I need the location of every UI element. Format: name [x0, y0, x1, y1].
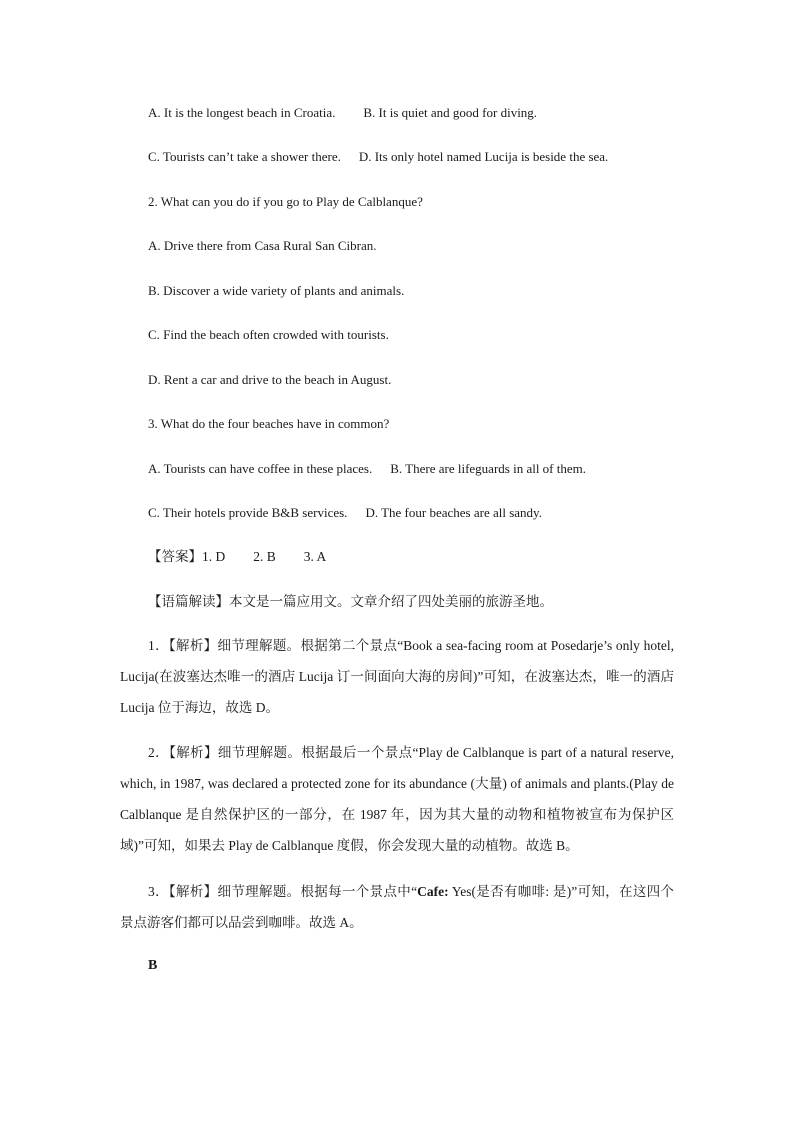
explanation-3-num: 3．	[148, 884, 169, 899]
section-heading: B	[148, 958, 158, 973]
q2-option-b: B. Discover a wide variety of plants and animals.	[148, 283, 405, 298]
explanation-3-text-post: Yes(是否有咖啡: 是)”可知，在这四个景点游客们都可以品尝到咖啡。故选 A。	[120, 884, 675, 930]
q1-option-a: A. It is the longest beach in Croatia.	[148, 105, 336, 120]
explanation-2	[120, 737, 674, 861]
q3-option-d: D. The four beaches are all sandy.	[365, 505, 542, 520]
q3-option-b: B. There are lifeguards in all of them.	[390, 461, 587, 476]
explanation-3-text-pre: 细节理解题。根据每一个景点中“	[217, 884, 418, 899]
explanation-1	[120, 630, 674, 723]
reading-text: 本文是一篇应用文。文章介绍了四处美丽的旅游圣地。	[229, 594, 553, 609]
q2-option-d: D. Rent a car and drive to the beach in August.	[148, 372, 392, 387]
answer-label: 【答案】	[148, 549, 202, 564]
reading-line	[148, 593, 553, 611]
explanation-2-num: 2．	[148, 745, 170, 760]
q3-options-ab	[148, 460, 586, 478]
explanation-2-label: 【解析】	[169, 745, 218, 760]
explanation-3-label: 【解析】	[168, 884, 218, 899]
answer-3: 3. A	[303, 549, 327, 564]
q1-option-d: D. Its only hotel named Lucija is beside the sea.	[358, 149, 609, 164]
explanation-3-bold: Cafe:	[417, 884, 449, 899]
q1-options-cd	[148, 148, 608, 166]
q2-stem: 2. What can you do if you go to Play de Calblanque?	[148, 194, 423, 209]
q1-option-c: C. Tourists can’t take a shower there.	[148, 149, 341, 164]
q1-option-b: B. It is quiet and good for diving.	[363, 105, 538, 120]
explanation-1-label: 【解析】	[168, 638, 218, 653]
q2-option-a: A. Drive there from Casa Rural San Cibran.	[148, 238, 377, 253]
answer-1: 1. D	[202, 549, 226, 564]
q3-option-a: A. Tourists can have coffee in these places.	[148, 461, 373, 476]
explanation-1-text: 细节理解题。根据第二个景点“Book a sea-facing room at Posedarje’s only hotel, Lucija(在波塞达杰唯一的酒店 Lucija 订一间面向大海的房间)”可知，在波塞达杰，唯一的酒店 Lucija 位于海边，故选 D。	[120, 638, 675, 715]
explanation-2-text: 细节理解题。根据最后一个景点“Play de Calblanque is part of a natural reserve, which, in 1987, was declared a protected zone for its abundance (大量) of animals and plants.(Play de Calblanque 是自然保护区的一部分，在 1987 年，因为其大量的动物和植物被宣布为保护区域)”可知，如果去 Play de Calblanque 度假，你会发现大量的动植物。故选 B。	[120, 745, 675, 853]
q2-option-c: C. Find the beach often crowded with tourists.	[148, 327, 389, 342]
explanation-3	[120, 876, 674, 938]
answer-line	[148, 548, 326, 566]
q3-options-cd	[148, 504, 542, 522]
q3-option-c: C. Their hotels provide B&B services.	[148, 505, 348, 520]
explanation-1-num: 1．	[148, 638, 169, 653]
answer-2: 2. B	[253, 549, 276, 564]
q3-stem: 3. What do the four beaches have in common?	[148, 416, 390, 431]
q1-options-ab	[148, 104, 537, 122]
reading-label: 【语篇解读】	[148, 594, 229, 609]
